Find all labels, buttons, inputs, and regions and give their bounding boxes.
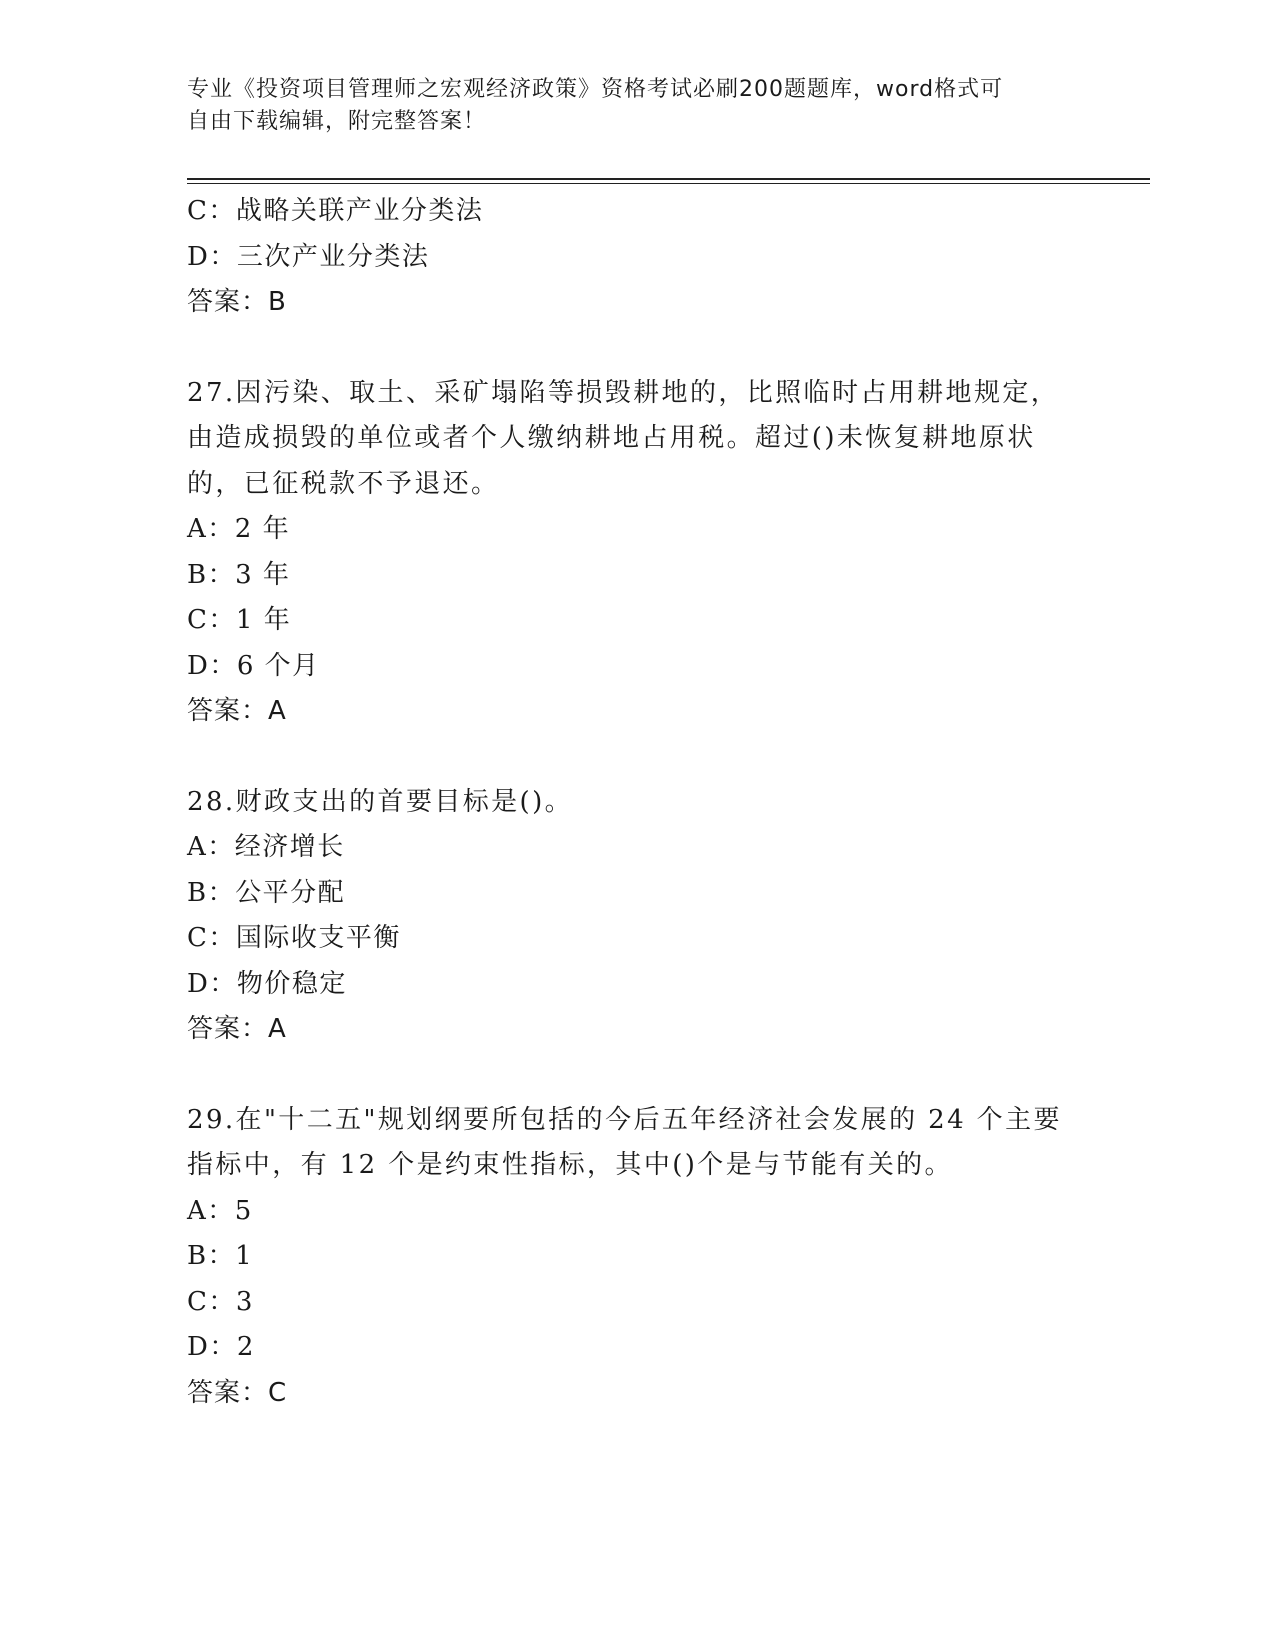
- header-divider: [187, 178, 1150, 184]
- option-d: D：2: [187, 1332, 255, 1362]
- option-a: A：5: [187, 1195, 253, 1226]
- header-line-1: 专业《投资项目管理师之宏观经济政策》资格考试必刷200题题库，word格式可: [187, 77, 1004, 102]
- question-stem: 28.财政支出的首要目标是()。: [187, 786, 574, 817]
- question-stem: 27.因污染、取土、采矿塌陷等损毁耕地的，比照临时占用耕地规定，: [187, 377, 1060, 408]
- question-list: [187, 189, 1067, 1416]
- answer-text: 答案：A: [187, 696, 287, 726]
- question-27: [187, 371, 1067, 735]
- option-a: A：经济增长: [187, 832, 345, 862]
- partial-question: [187, 189, 1067, 326]
- spacer: [187, 326, 1067, 371]
- question-stem: 29.在"十二五"规划纲要所包括的今后五年经济社会发展的 24 个主要: [187, 1104, 1062, 1135]
- question-28: [187, 780, 1067, 1053]
- option-b: B：1: [187, 1241, 254, 1271]
- page-header: [187, 74, 1067, 138]
- option-b: B：公平分配: [187, 877, 346, 908]
- option-c: C：国际收支平衡: [187, 923, 401, 953]
- question-stem: 指标中，有 12 个是约束性指标，其中()个是与节能有关的。: [187, 1150, 953, 1180]
- option-d: D：6 个月: [187, 650, 320, 681]
- answer-text: 答案：B: [187, 287, 287, 317]
- answer-text: 答案：C: [187, 1377, 288, 1408]
- option-d: D：物价稳定: [187, 968, 347, 999]
- question-29: [187, 1098, 1067, 1417]
- option-c: C：3: [187, 1286, 254, 1317]
- header-line-2: 自由下载编辑，附完整答案！: [187, 109, 487, 134]
- option-b: B：3 年: [187, 559, 291, 590]
- spacer: [187, 735, 1067, 780]
- option-c: C：1 年: [187, 605, 292, 635]
- question-stem: 的，已征税款不予退还。: [187, 468, 500, 499]
- option-c: C：战略关联产业分类法: [187, 196, 484, 226]
- answer-text: 答案：A: [187, 1014, 287, 1044]
- option-a: A：2 年: [187, 514, 291, 544]
- question-stem: 由造成损毁的单位或者个人缴纳耕地占用税。超过()未恢复耕地原状: [187, 423, 1036, 453]
- option-d: D：三次产业分类法: [187, 241, 430, 272]
- spacer: [187, 1053, 1067, 1098]
